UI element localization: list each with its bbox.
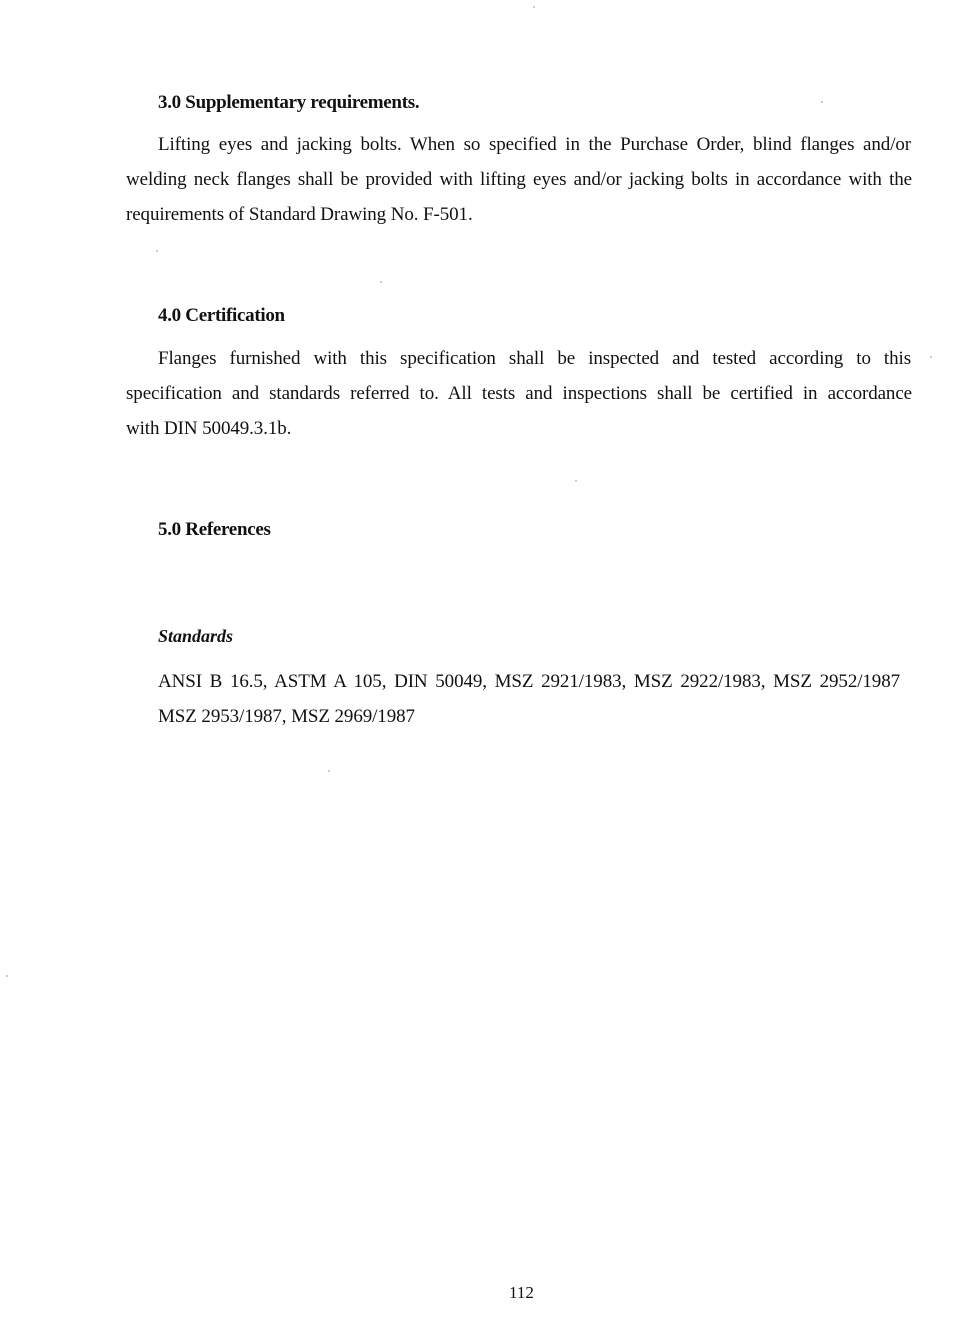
section-3-line-3: requirements of Standard Drawing No. F-501. <box>126 204 473 225</box>
section-4-line-3: with DIN 50049.3.1b. <box>126 418 292 439</box>
standards-subheading: Standards <box>158 626 234 646</box>
scan-speck <box>930 356 932 358</box>
standards-list-line-1: ANSI B 16.5, ASTM A 105, DIN 50049, MSZ 2921/1983, MSZ 2922/1983, MSZ 2952/1987 <box>158 671 900 692</box>
scan-speck <box>6 975 8 977</box>
section-5-heading: 5.0 References <box>158 519 271 540</box>
scan-speck <box>533 6 535 8</box>
scan-speck <box>380 281 382 283</box>
scan-speck <box>156 250 158 252</box>
section-3-line-2: welding neck flanges shall be provided with lifting eyes and/or jacking bolts in accordance with the <box>126 169 912 190</box>
scan-speck <box>575 480 577 482</box>
section-4-line-1: Flanges furnished with this specification shall be inspected and tested according to this <box>158 348 911 369</box>
section-4-heading: 4.0 Certification <box>158 305 285 326</box>
section-3-heading: 3.0 Supplementary requirements. <box>158 92 420 113</box>
scan-speck <box>821 101 823 103</box>
standards-list-line-2: MSZ 2953/1987, MSZ 2969/1987 <box>158 706 415 727</box>
section-3-line-1: Lifting eyes and jacking bolts. When so specified in the Purchase Order, blind flanges and/or <box>158 134 911 155</box>
page-number: 112 <box>509 1283 534 1302</box>
section-4-line-2: specification and standards referred to. All tests and inspections shall be certified in accordance <box>126 383 912 404</box>
scan-speck <box>328 770 330 772</box>
